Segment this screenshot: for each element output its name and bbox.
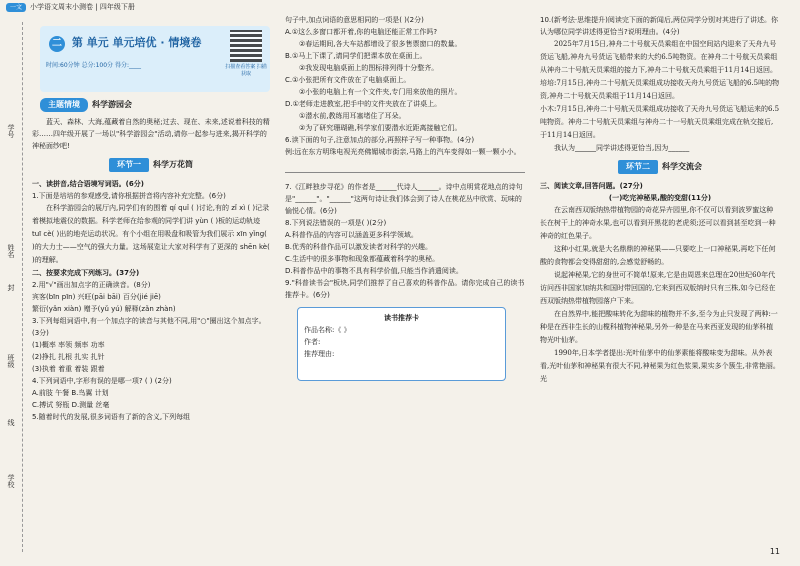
question-5-cont: 句子中,加点词语的意思相同的一项是( )(2分) bbox=[285, 16, 424, 24]
story-paragraph-3: 说起神秘果,它的身世可不简单!原来,它是由周恩来总理在20世纪60年代访问西非国家加纳共和国时带回国的,它来到西双版纳时只有三株,如今已经在西双版纳热带植物园落户下来。 bbox=[540, 271, 776, 305]
column-left bbox=[32, 14, 270, 423]
q5-option-b2: ②我发现电脑桌面上的图标排列得十分整齐。 bbox=[299, 64, 439, 72]
q5-option-c1: C.①小张把所有文件放在了电脑桌面上。 bbox=[285, 76, 411, 84]
q8-option-c: C.生活中的很多事物和现象都蕴藏着科学的奥秘。 bbox=[285, 255, 440, 263]
card-field-name[interactable]: 作品名称:《 》 bbox=[304, 326, 351, 334]
section-link1: 环节一 科学万花筒 bbox=[32, 158, 270, 172]
gutter-label-school: 学校 bbox=[7, 474, 15, 488]
question-3-item-3: (3)执着 着重 着装 跟着 bbox=[32, 365, 105, 373]
theme-tag: 主题情境 bbox=[40, 98, 88, 112]
q5-option-a2: ②春运期间,各大车站都增设了很多售票窗口的数量。 bbox=[299, 40, 462, 48]
qr-code-icon bbox=[230, 30, 262, 62]
section-heading-3: 三、阅读文章,回答问题。(27分) bbox=[540, 182, 643, 190]
question-1-text: 在科学游园会的展厅内,同学们有的围着 qí quǐ ( )讨论,有的 zǐ xì ( )记录着模拟地震仪的数据。科学老师在给参观的同学们讲 yùn ( )板的运动轨迹 tuī cè( )出的地壳运动状况。有个小组在用吸盘和吸管为我们展示 xīn yǐng( )的大力士——空气的强大力量。这场展览让大家对科学有了更深的 shēn kè( )的理解。 bbox=[32, 204, 270, 264]
header-badge: 一文 bbox=[6, 3, 26, 12]
question-10-answer[interactable]: 我认为______同学讲述得更恰当,因为______ bbox=[554, 144, 690, 152]
gutter-label-student-id: 学号 bbox=[7, 124, 15, 138]
column-middle bbox=[285, 14, 525, 381]
binding-gutter bbox=[0, 14, 30, 566]
question-10: 10.(新考法·思维提升)阅读完下面的新闻后,两位同学分别对其进行了讲述。你认为哪位同学讲述得更恰当?说明理由。(4分) bbox=[540, 16, 779, 36]
question-6: 6.读下面的句子,注意加点的部分,再照样子写一种事物。(4分) bbox=[285, 136, 475, 144]
question-3: 3.下列每组词语中,有一个加点字的读音与其他不同,用"○"圈出这个加点字。(3分) bbox=[32, 317, 266, 337]
question-9: 9."科普读书会"板块,同学们推荐了自己喜欢的科普作品。请你完成自己的读书推荐卡。(6分) bbox=[285, 279, 525, 299]
qr-label: 扫描查看答案 扫描获取 bbox=[225, 64, 267, 77]
section-link2: 环节二 科学交流会 bbox=[540, 160, 780, 174]
q5-option-d3: ②为了研究珊瑚礁,科学家们要潜水近距离接触它们。 bbox=[299, 124, 462, 132]
section-heading-2: 二、按要求完成下列练习。(37分) bbox=[32, 269, 140, 277]
book-recommend-card bbox=[297, 307, 506, 381]
xiaomu-statement: 小木:7月15日,神舟二十号航天员乘组成功接收了天舟九号货运飞船运来的6.5吨物资。神舟二十号航天员乘组与神舟二十一号航天员乘组完成在轨交接后,于11月14日返回。 bbox=[540, 105, 780, 139]
gutter-label-seal: 封 bbox=[7, 284, 15, 291]
story-title: (一)吃完神秘果,酸的变甜(11分) bbox=[608, 194, 712, 202]
question-3-item-1: (1)概率 率领 频率 功率 bbox=[32, 341, 105, 349]
intro-text: 蓝天、森林、大海,蕴藏着自然的奥秘;过去、现在、未来,述说着科技的精彩……四年级开展了一场以"科学游园会"活动,请你一起参与进来,揭开科学的神秘面纱吧! bbox=[32, 118, 270, 150]
story-paragraph-5: 1990年,日本学者提出:光叶仙茅中的仙茅素能将酸味变为甜味。从外表看,光叶仙茅和神秘果有很大不同,神秘果为红色浆果,果实多个簇生,非常艳丽。光 bbox=[540, 349, 780, 383]
question-2-row-a: 宾客(bīn pīn) 兴旺(pāi bāi) 百分(jié jiē) bbox=[32, 293, 161, 301]
unit-title: 二 第 单元 单元培优 · 情境卷 bbox=[46, 36, 264, 52]
unit-meta: 时间:60分钟 总分:100分 得分:____ bbox=[46, 62, 141, 69]
question-8: 8.下列说法错误的一项是( )(2分) bbox=[285, 219, 387, 227]
question-6-example: 例:远在东方明珠电视光亮佛媚城市街亲,马路上的汽车变得如一颗一颗小小。 bbox=[285, 148, 521, 156]
question-4: 4.下列词语中,字形有误的是哪一项? ( ) (2分) bbox=[32, 377, 172, 385]
question-2: 2.用"√"画出加点字的正确读音。(8分) bbox=[32, 281, 151, 289]
card-field-author[interactable]: 作者: bbox=[304, 338, 321, 346]
q5-option-d1: D.①老师走进教室,把手中的文件夹放在了讲桌上。 bbox=[285, 100, 442, 108]
binding-dash-line bbox=[22, 22, 23, 552]
card-field-reason[interactable]: 推荐理由: bbox=[304, 350, 335, 358]
q5-option-c2: ②小张的电脑上有一个文件夹,专门用来放他的照片。 bbox=[299, 88, 462, 96]
news-text: 2025年7月15日,神舟二十号航天员乘组在中国空间站内迎来了天舟九号货运飞船,神舟九号货运飞船带来的大约6.5吨物资。在神舟二十号航天员乘组从神舟二十号航天员乘组的接力下,神舟二十号航天员乘组于11月14日返回。 bbox=[540, 40, 778, 74]
question-5: 5.随着时代的发展,很多词语有了新的含义,下列每组 bbox=[32, 413, 191, 421]
theme-title: 科学游园会 bbox=[92, 100, 132, 109]
unit-header bbox=[40, 26, 270, 92]
q5-option-b1: B.①马上下课了,请同学们把课本放在桌面上。 bbox=[285, 52, 427, 60]
q8-option-d: D.科普作品中的事物不具有科学价值,只能当作消遣阅读。 bbox=[285, 267, 463, 275]
question-6-answer-line[interactable] bbox=[285, 160, 525, 173]
q5-option-d2: ①潜水前,教练用耳塞堵住了耳朵。 bbox=[299, 112, 406, 120]
question-2-row-b: 繁衍(yǎn xiàn) 赠予(yǔ yú) 解释(zǎn zhàn) bbox=[32, 305, 176, 313]
page-number: 11 bbox=[769, 547, 780, 556]
question-1: 1.下面是培培的参观感受,请你根据拼音将内容补充完整。(6分) bbox=[32, 192, 226, 200]
gutter-label-class: 班级 bbox=[7, 354, 15, 368]
story-paragraph-1: 在云南西双版纳热带植物园的奇花异卉园里,你不仅可以看到波罗蜜这种长在树干上的神奇水果,也可以看到开黑花的老虎须;还可以看到甚至吃到一种神奇的红色果子。 bbox=[540, 206, 776, 240]
question-3-item-2: (2)挣扎 扎根 扎实 扎针 bbox=[32, 353, 105, 361]
story-paragraph-4: 在自然界中,能把酸味转化为甜味的植物并不多,至今为止只发现了两种:一种是在西非生长的山榄科植物神秘果,另外一种是在马来西亚发现的仙茅科植物光叶仙茅。 bbox=[540, 310, 778, 344]
question-4-options-ab: A.前肢 午餐 B.鸟翼 计划 bbox=[32, 389, 109, 397]
column-right bbox=[540, 14, 780, 386]
theme-banner bbox=[40, 98, 270, 112]
story-paragraph-2: 这种小红果,就是大名鼎鼎的神秘果——只要吃上一口神秘果,再吃下任何酸的食物都会变得甜甜的,会感觉舒畅的。 bbox=[540, 245, 776, 266]
card-title: 读书推荐卡 bbox=[384, 314, 419, 322]
question-7: 7.《江畔独步寻花》的作者是______代诗人______。诗中点明赏花地点的诗句是"______"。"______"这两句诗让我们体会到了诗人在桃花丛中欣赏、玩味的愉悦心情。(6分) bbox=[285, 183, 523, 215]
question-4-options-cd: C.搏试 努瓶 D.测量 丝毫 bbox=[32, 401, 110, 409]
unit-number-badge: 二 bbox=[49, 36, 65, 52]
section-heading-1: 一、读拼音,结合语境写词语。(6分) bbox=[32, 180, 144, 188]
q5-option-a1: A.①这么多窗口都开着,你的电脑还能正常工作吗? bbox=[285, 28, 438, 36]
q8-option-b: B.优秀的科普作品可以激发读者对科学的兴趣。 bbox=[285, 243, 433, 251]
gutter-label-line: 线 bbox=[7, 419, 15, 426]
peipei-statement: 培培:7月15日,神舟二十号航天员乘组成功接收天舟九号货运飞船的6.5吨的物资,神舟二十号航天员乘组于11月14日返回。 bbox=[540, 79, 780, 100]
header-title: 小学语文周末小测卷 | 四年级下册 bbox=[30, 3, 135, 11]
header-bar bbox=[0, 0, 260, 14]
gutter-label-name: 姓名 bbox=[7, 244, 15, 258]
q8-option-a: A.科普作品的内容可以涵盖更多科学领域。 bbox=[285, 231, 418, 239]
